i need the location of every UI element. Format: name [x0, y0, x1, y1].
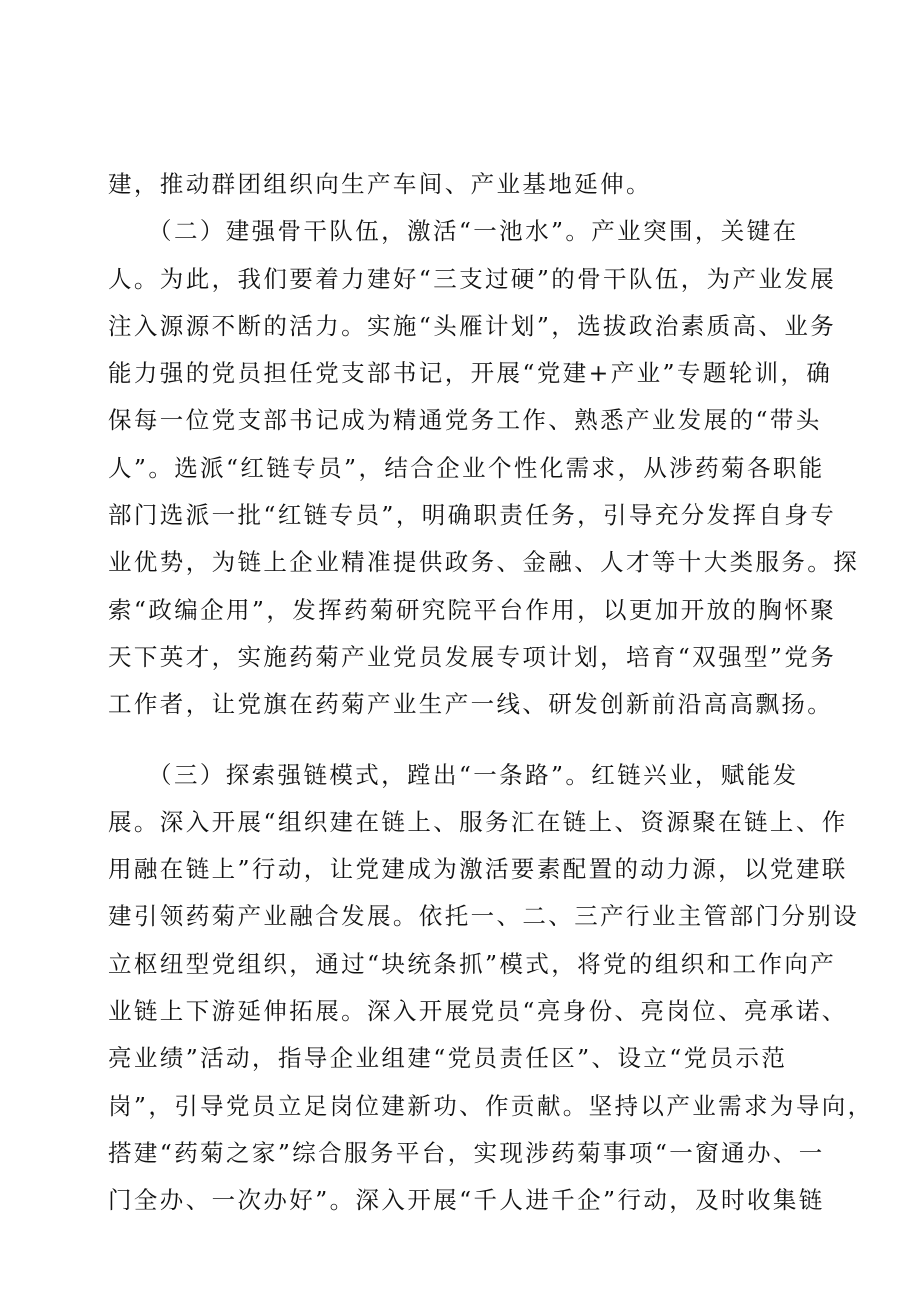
text-line: 岗”，引导党员立足岗位建新功、作贡献。坚持以产业需求为导向， — [108, 1091, 874, 1120]
text-line: 保每一位党支部书记成为精通党务工作、熟悉产业发展的“带头 — [108, 406, 822, 435]
text-line: 部门选派一批“红链专员”，明确职责任务，引导充分发挥自身专 — [108, 501, 837, 530]
text-line: （二）建强骨干队伍，激活“一池水”。产业突围，关键在 — [108, 217, 799, 246]
text-line: 搭建“药菊之家”综合服务平台，实现涉药菊事项“一窗通办、一 — [108, 1138, 825, 1167]
text-line: 索“政编企用”，发挥药菊研究院平台作用，以更加开放的胸怀聚 — [108, 595, 837, 624]
paragraph-2 — [108, 208, 860, 728]
text-line: 亮业绩”活动，指导企业组建“党员责任区”、设立“党员示范 — [108, 1044, 788, 1073]
paragraph-3 — [108, 752, 874, 1225]
text-line: 业链上下游延伸拓展。深入开展党员“亮身份、亮岗位、亮承诺、 — [108, 997, 848, 1026]
text-line: 能力强的党员担任党支部书记，开展“党建+产业”专题轮训，确 — [108, 359, 833, 388]
text-line: 人”。选派“红链专员”，结合企业个性化需求，从涉药菊各职能 — [108, 453, 825, 482]
text-line: 门全办、一次办好”。深入开展“千人进千企”行动，及时收集链 — [108, 1186, 825, 1215]
text-line: （三）探索强链模式，蹚出“一条路”。红链兴业，赋能发 — [108, 760, 799, 789]
text-line: 工作者，让党旗在药菊产业生产一线、研发创新前沿高高飘扬。 — [108, 690, 834, 719]
text-line: 用融在链上”行动，让党建成为激活要素配置的动力源，以党建联 — [108, 855, 848, 884]
paragraph-1 — [108, 161, 808, 208]
text-line: 人。为此，我们要着力建好“三支过硬”的骨干队伍，为产业发展 — [108, 264, 837, 293]
document-body — [108, 161, 874, 1225]
text-line: 建引领药菊产业融合发展。依托一、二、三产行业主管部门分别设 — [108, 902, 860, 931]
text-line: 业优势，为链上企业精准提供政务、金融、人才等十大类服务。探 — [108, 548, 860, 577]
text-line: 建，推动群团组织向生产车间、产业基地延伸。 — [108, 170, 652, 198]
text-line: 展。深入开展“组织建在链上、服务汇在链上、资源聚在链上、作 — [108, 807, 848, 836]
paragraph-spacing — [108, 729, 808, 752]
text-line: 天下英才，实施药菊产业党员发展专项计划，培育“双强型”党务 — [108, 642, 837, 671]
text-line: 注入源源不断的活力。实施“头雁计划”，选拔政治素质高、业务 — [108, 311, 837, 340]
text-line: 立枢纽型党组织，通过“块统条抓”模式，将党的组织和工作向产 — [108, 949, 837, 978]
